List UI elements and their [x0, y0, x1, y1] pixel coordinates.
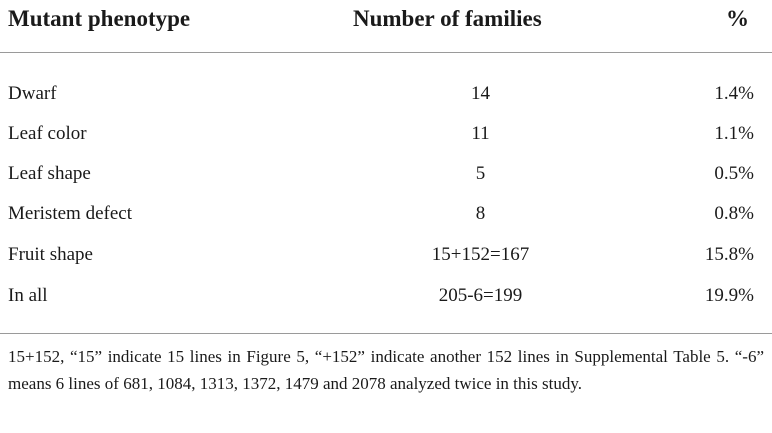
cell-phenotype: Dwarf	[8, 83, 57, 104]
table-bottom-rule	[0, 333, 772, 334]
table-row	[0, 203, 772, 243]
table-top-rule	[0, 52, 772, 53]
cell-percent: 19.9%	[704, 285, 754, 306]
cell-phenotype: In all	[8, 285, 48, 306]
cell-families: 8	[475, 203, 486, 224]
cell-families: 5	[475, 163, 486, 184]
header-mutant-phenotype: Mutant phenotype	[8, 6, 191, 31]
table-row	[0, 285, 772, 325]
table-header-row	[0, 0, 772, 40]
cell-phenotype: Leaf shape	[8, 163, 91, 184]
cell-percent: 1.4%	[714, 83, 754, 104]
cell-families: 14	[471, 83, 490, 104]
header-percent: %	[726, 6, 749, 31]
cell-families: 15+152=167	[431, 244, 530, 265]
table-row	[0, 123, 772, 163]
cell-phenotype: Leaf color	[8, 123, 87, 144]
cell-families: 11	[471, 123, 490, 144]
header-number-of-families: Number of families	[353, 6, 542, 31]
cell-families: 205-6=199	[438, 285, 523, 306]
cell-phenotype: Fruit shape	[8, 244, 93, 265]
table-row	[0, 163, 772, 203]
table-footnote: 15+152, “15” indicate 15 lines in Figure 5, “+152” indicate another 152 lines in Supplemental Table 5. “-6” means 6 lines of 681, 1084, 1313, 1372, 1479 and 2078 analyzed twice in this study.	[8, 347, 764, 393]
cell-percent: 0.8%	[714, 203, 754, 224]
cell-percent: 0.5%	[714, 163, 754, 184]
cell-percent: 15.8%	[704, 244, 754, 265]
cell-phenotype: Meristem defect	[8, 203, 132, 224]
table-row	[0, 244, 772, 284]
cell-percent: 1.1%	[714, 123, 754, 144]
table-row	[0, 83, 772, 123]
